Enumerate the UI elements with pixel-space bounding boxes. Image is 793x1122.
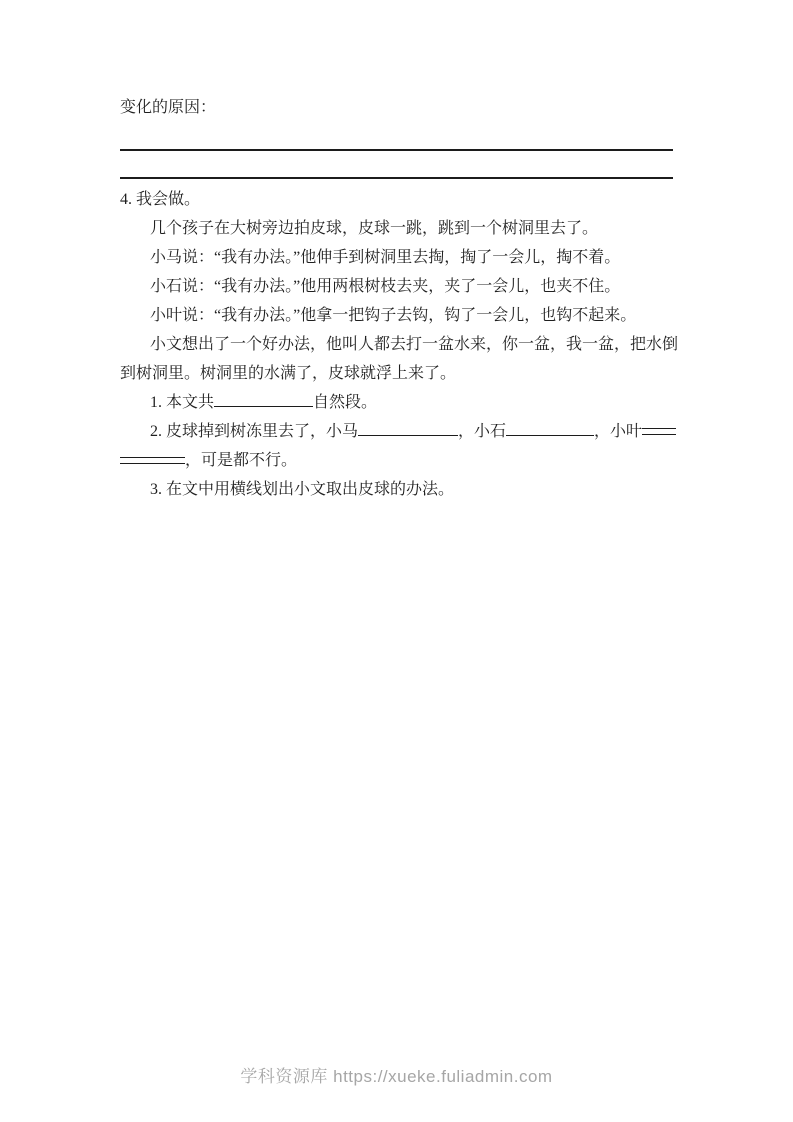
passage-line-4: 小叶说：“我有办法。”他拿一把钩子去钩，钩了一会儿，也钩不起来。 <box>150 307 637 324</box>
fill-in-blank <box>120 457 185 464</box>
answer-rule-1 <box>120 149 673 151</box>
question-2-text-4: ，可是都不行。 <box>185 452 298 469</box>
question-2-line-1 <box>120 417 673 446</box>
question-2-line-2 <box>120 446 673 475</box>
passage-line-5: 小文想出了一个好办法，他叫人都去打一盆水来，你一盆，我一盆，把水倒 <box>150 336 679 353</box>
question-2-text-1: 2. 皮球掉到树冻里去了，小马 <box>150 423 359 440</box>
passage-line-2: 小马说：“我有办法。”他伸手到树洞里去掏，掏了一会儿，掏不着。 <box>150 249 621 266</box>
question-2-text-2: ，小石 <box>458 423 507 440</box>
question-1-text-pre: 1. 本文共 <box>150 394 215 411</box>
passage-line-3: 小石说：“我有办法。”他用两根树枝去夹，夹了一会儿，也夹不住。 <box>150 278 621 295</box>
fill-in-blank <box>642 428 676 435</box>
fill-in-blank <box>214 392 313 407</box>
question-1 <box>120 388 673 417</box>
fill-in-blank <box>358 421 458 436</box>
footer-watermark: 学科资源库 https://xueke.fuliadmin.com <box>240 1067 553 1086</box>
question-3: 3. 在文中用横线划出小文取出皮球的办法。 <box>150 481 455 498</box>
passage-line-1: 几个孩子在大树旁边拍皮球，皮球一跳，跳到一个树洞里去了。 <box>150 220 599 237</box>
question-1-text-post: 自然段。 <box>313 394 378 411</box>
prompt-line: 变化的原因： <box>120 99 217 116</box>
section-4-heading: 4. 我会做。 <box>120 191 201 208</box>
answer-rule-2 <box>120 177 673 179</box>
worksheet-content <box>120 0 679 504</box>
question-2-text-3: ，小叶 <box>594 423 643 440</box>
passage-line-6: 到树洞里。树洞里的水满了，皮球就浮上来了。 <box>120 365 457 382</box>
fill-in-blank <box>506 421 594 436</box>
